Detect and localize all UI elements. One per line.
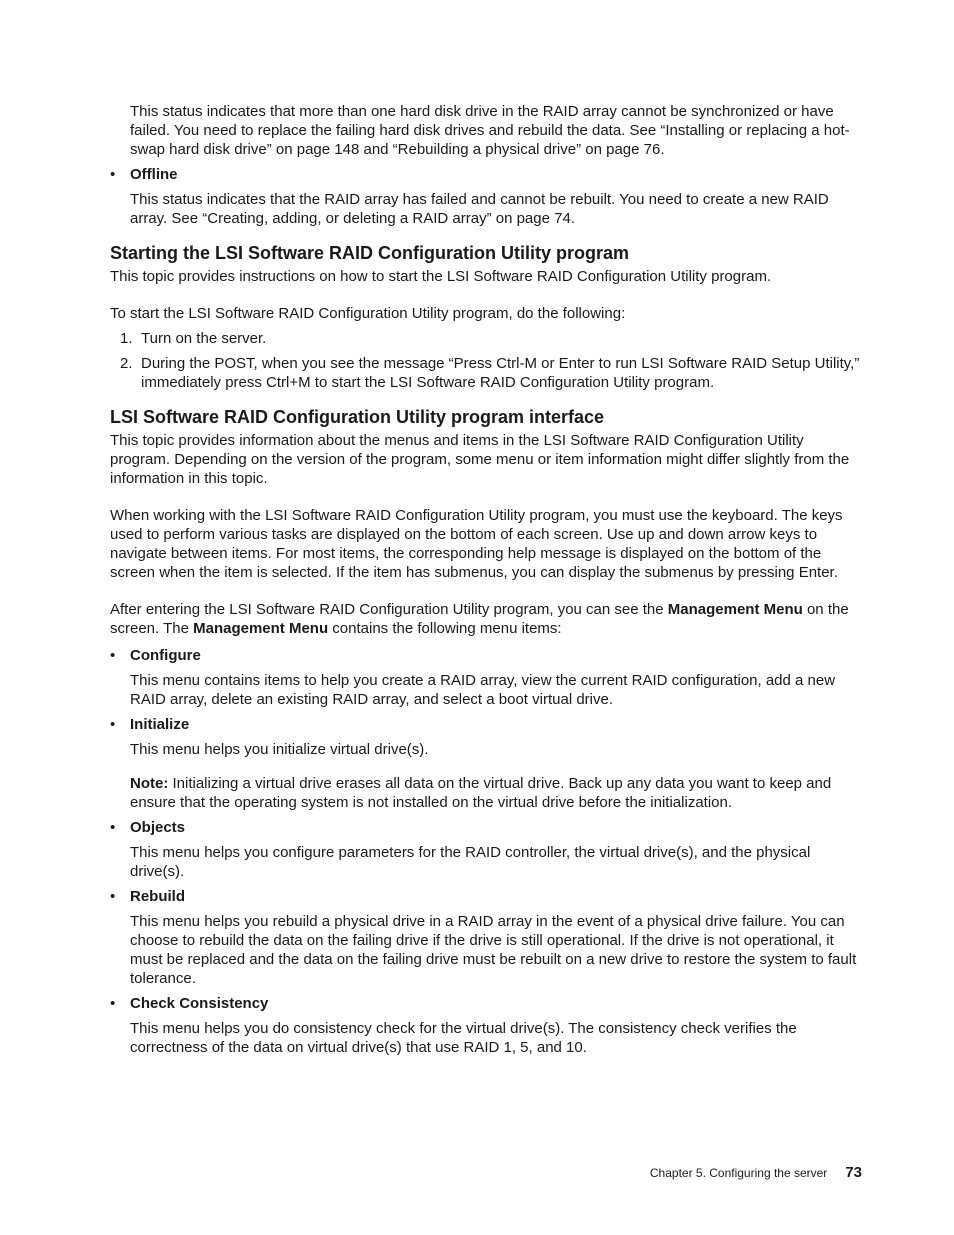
offline-status-label: • Offline [130,165,865,184]
step-number: 1. [120,330,133,347]
section-heading-starting: Starting the LSI Software RAID Configuration Utility program [110,243,630,263]
menu-item-initialize-label: • Initialize [130,715,865,734]
menu-item-configure-label: • Configure [130,646,865,665]
menu-item-initialize-description: This menu helps you initialize virtual drive(s). [130,741,429,758]
text-run: After entering the LSI Software RAID Configuration Utility program, you can see the [110,601,668,618]
menu-item-check-consistency-description: This menu helps you do consistency check for the virtual drive(s). The consistency check verifies the correctness of the data on virtual drive(s) that use RAID 1, 5, and 10. [130,1020,797,1056]
menu-item-objects-description: This menu helps you configure parameters for the RAID controller, the virtual drive(s), and the physical drive(s). [130,844,811,880]
section-heading-interface: LSI Software RAID Configuration Utility program interface [110,407,605,427]
management-menu-term: Management Menu [193,620,329,637]
menu-item-objects-label: • Objects [130,818,865,837]
note-label: Note: [130,775,169,792]
page-content [110,102,865,1063]
text-run: contains the following menu items: [328,620,562,637]
list-item [120,354,865,392]
offline-status-description: This status indicates that the RAID array has failed and cannot be rebuilt. You need to create a new RAID array. See “Creating, adding, or deleting a RAID array” on page 74. [130,191,829,227]
menu-item-check-consistency-label: • Check Consistency [130,994,865,1013]
section-interface-intro: This topic provides information about the menus and items in the LSI Software RAID Configuration Utility program. Depending on the version of the program, some menu or item information might differ slightly from the information in this topic. [110,432,850,487]
initialize-note [130,774,865,812]
section-starting-instructions: To start the LSI Software RAID Configuration Utility program, do the following: [110,305,626,322]
status-description: This status indicates that more than one hard disk drive in the RAID array cannot be synchronized or have failed. You need to replace the failing hard disk drives and rebuild the data. See “Installing or replacing a hot-swap hard disk drive” on page 148 and “Rebuilding a physical drive” on page 76. [130,103,850,158]
footer-chapter: Chapter 5. Configuring the server [649,1166,828,1180]
note-text: Initializing a virtual drive erases all data on the virtual drive. Back up any data you want to keep and ensure that the operating system is not installed on the virtual drive before the initialization. [130,775,832,811]
section-starting-intro: This topic provides instructions on how to start the LSI Software RAID Configuration Utility program. [110,268,772,285]
page-number: 73 [845,1164,862,1181]
text-run: on the screen. The [110,601,849,637]
step-number: 2. [120,355,133,372]
list-item [120,329,865,348]
menu-item-configure-description: This menu contains items to help you create a RAID array, view the current RAID configuration, add a new RAID array, delete an existing RAID array, and select a boot virtual drive. [130,672,836,708]
section-interface-management-menu [110,600,865,638]
step-text: During the POST, when you see the message “Press Ctrl-M or Enter to run LSI Software RAID Setup Utility,” immediately press Ctrl+M to start the LSI Software RAID Configuration Utility program. [141,355,860,391]
management-menu-term: Management Menu [667,601,803,618]
section-interface-keyboard: When working with the LSI Software RAID Configuration Utility program, you must use the keyboard. The keys used to perform various tasks are displayed on the bottom of each screen. Use up and down arrow keys to navigate between items. For most items, the corresponding help message is displayed on the bottom of the screen when the item is selected. If the item has submenus, you can display the submenus by pressing Enter. [110,507,843,581]
menu-item-rebuild-label: • Rebuild [130,887,865,906]
step-text: Turn on the server. [141,330,267,347]
start-steps-list [110,329,865,392]
page-footer [650,1163,862,1183]
menu-item-rebuild-description: This menu helps you rebuild a physical drive in a RAID array in the event of a physical drive failure. You can choose to rebuild the data on the failing drive if the drive is still operational. If the drive is not operational, it must be replaced and the data on the failing drive must be rebuilt on a new drive to restore the system to fault tolerance. [130,913,857,987]
